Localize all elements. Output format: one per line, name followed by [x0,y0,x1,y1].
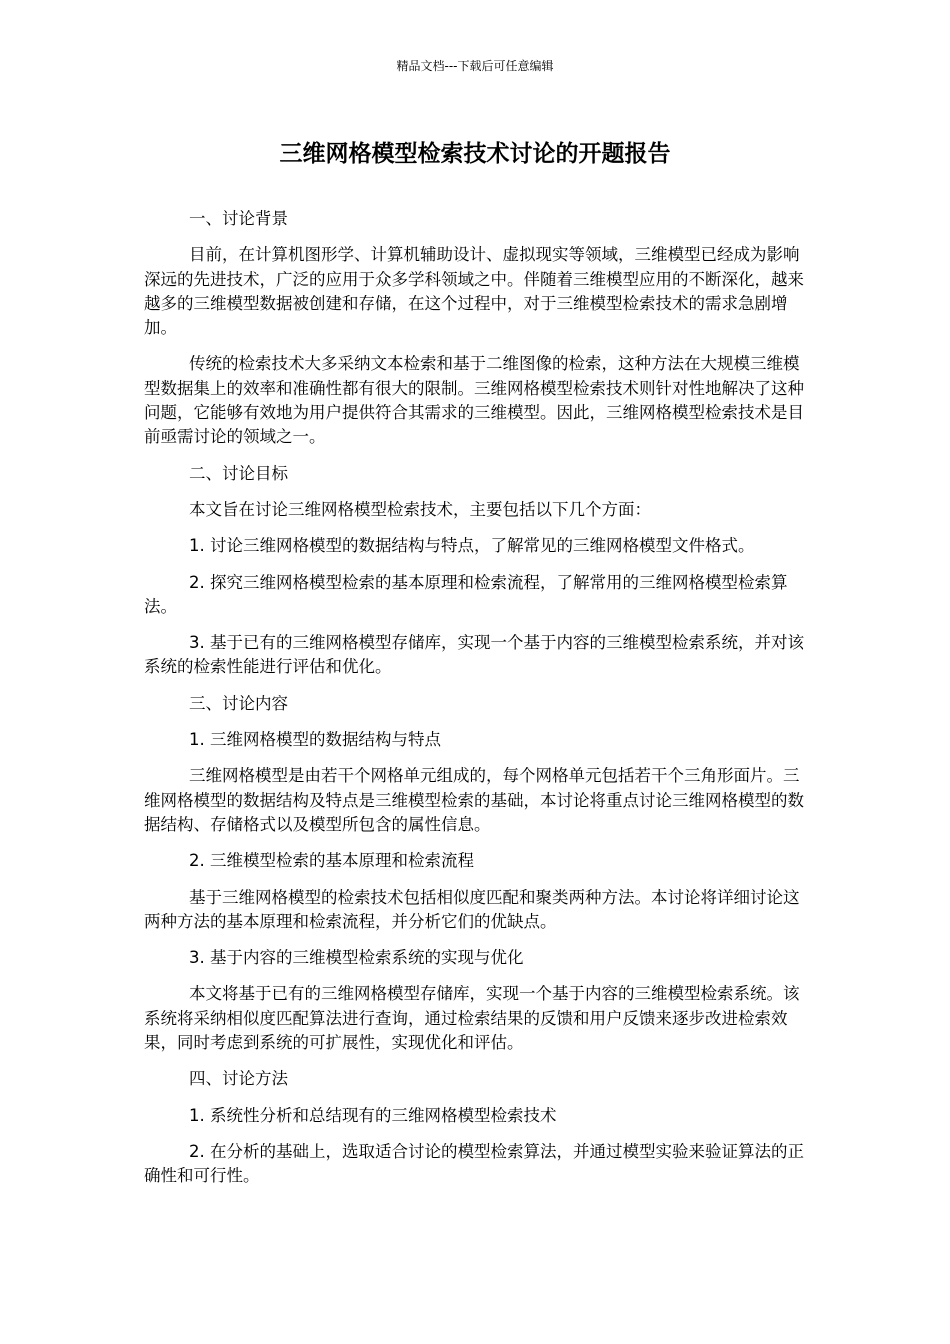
subsection-heading: 2. 三维模型检索的基本原理和检索流程 [189,851,474,871]
paragraph: 本文将基于已有的三维网格模型存储库，实现一个基于内容的三维模型检索系统。该系统将采纳相似度匹配算法进行查询，通过检索结果的反馈和用户反馈来逐步改进检索效果，同时考虑到系统的可扩展性，实现优化和评估。 [144,984,800,1053]
document-title: 三维网格模型检索技术讨论的开题报告 [279,141,671,167]
paragraph: 传统的检索技术大多采纳文本检索和基于二维图像的检索，这种方法在大规模三维模型数据集上的效率和准确性都有很大的限制。三维网格模型检索技术则针对性地解决了这种问题，它能够有效地为用户提供符合其需求的三维模型。因此，三维网格模型检索技术是目前亟需讨论的领域之一。 [144,354,804,447]
list-item: 2. 探究三维网格模型检索的基本原理和检索流程，了解常用的三维网格模型检索算法。 [144,572,788,616]
subsection-heading: 1. 三维网格模型的数据结构与特点 [189,730,441,750]
section-heading-methods: 四、讨论方法 [189,1069,288,1089]
paragraph: 本文旨在讨论三维网格模型检索技术，主要包括以下几个方面： [189,499,651,519]
list-item: 3. 基于已有的三维网格模型存储库，实现一个基于内容的三维模型检索系统，并对该系统的检索性能进行评估和优化。 [144,633,804,677]
section-heading-goals: 二、讨论目标 [189,463,288,483]
paragraph: 目前，在计算机图形学、计算机辅助设计、虚拟现实等领域，三维模型已经成为影响深远的先进技术，广泛的应用于众多学科领域之中。伴随着三维模型应用的不断深化，越来越多的三维模型数据被创建和存储，在这个过程中，对于三维模型检索技术的需求急剧增加。 [144,245,804,338]
paragraph: 基于三维网格模型的检索技术包括相似度匹配和聚类两种方法。本讨论将详细讨论这两种方法的基本原理和检索流程，并分析它们的优缺点。 [144,887,800,931]
page-header: 精品文档---下载后可任意编辑 [396,59,554,73]
list-item: 2. 在分析的基础上，选取适合讨论的模型检索算法，并通过模型实验来验证算法的正确性和可行性。 [144,1141,804,1186]
paragraph: 三维网格模型是由若干个网格单元组成的，每个网格单元包括若干个三角形面片。三维网格模型的数据结构及特点是三维模型检索的基础，本讨论将重点讨论三维网格模型的数据结构、存储格式以及模型所包含的属性信息。 [144,766,804,834]
section-heading-background: 一、讨论背景 [189,209,288,228]
list-item: 1. 系统性分析和总结现有的三维网格模型检索技术 [189,1105,557,1125]
document-body [144,207,810,1201]
subsection-heading: 3. 基于内容的三维模型检索系统的实现与优化 [189,948,524,968]
list-item: 1. 讨论三维网格模型的数据结构与特点，了解常见的三维网格模型文件格式。 [189,536,755,556]
section-heading-content: 三、讨论内容 [189,693,288,713]
